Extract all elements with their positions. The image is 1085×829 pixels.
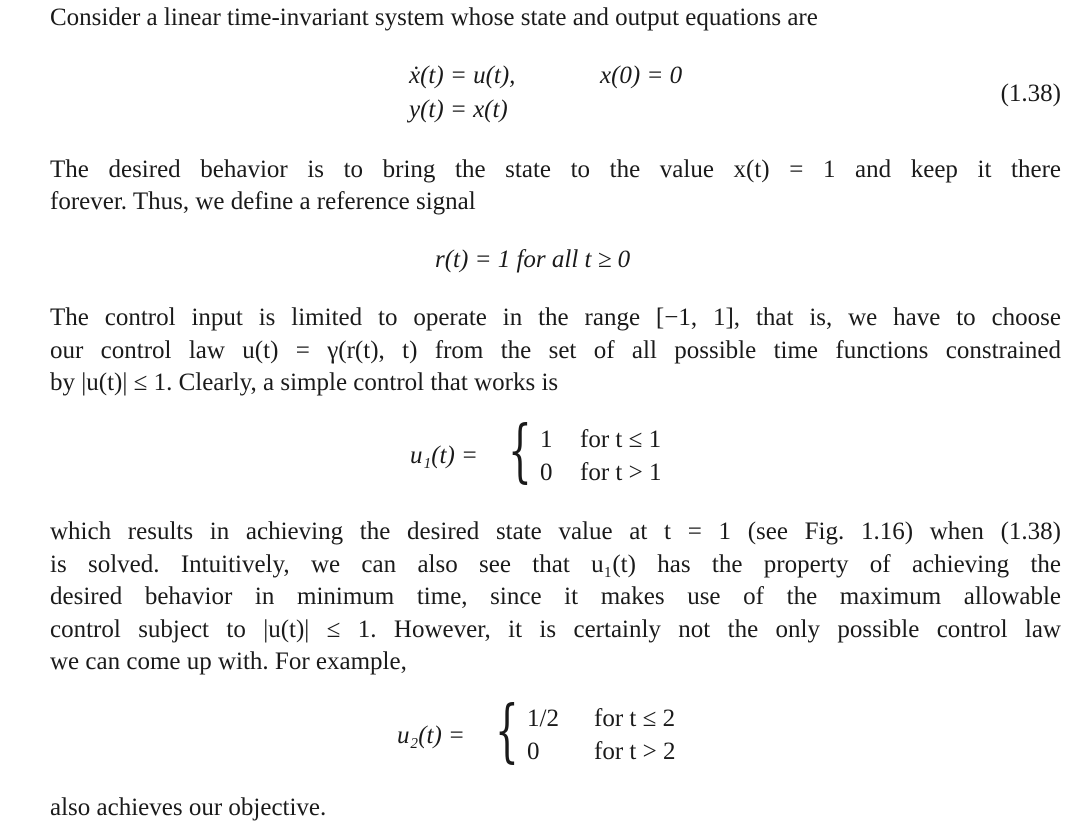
reference-signal-equation: r(t) = 1 for all t ≥ 0 [435,246,631,273]
u2-case1-value: 1/2 [527,705,559,732]
paragraph-control-line3: by |u(t)| ≤ 1. Clearly, a simple control that works is [50,369,559,396]
paragraph-result-line1: which results in achieving the desired state value at t = 1 (see Fig. 1.16) when (1.38) [50,518,1061,545]
u2-case2-condition: for t > 2 [594,738,676,765]
initial-condition: x(0) = 0 [600,62,683,89]
u2-lhs: u₂(t) = [397,722,465,749]
paragraph-result-line4: control subject to |u(t)| ≤ 1. However, it is certainly not the only possible control law [50,616,1061,643]
paragraph-result-line5: we can come up with. For example, [50,648,407,675]
paragraph-control-line1: The control input is limited to operate in the range [−1, 1], that is, we have to choose [50,304,1061,331]
equation-number: (1.38) [1000,80,1061,107]
u1-lhs: u₁(t) = [410,442,478,469]
paragraph-desired-line1: The desired behavior is to bring the state to the value x(t) = 1 and keep it there [50,156,1061,183]
paragraph-result-line3: desired behavior in minimum time, since it makes use of the maximum allowable [50,583,1061,610]
paragraph-conclusion: also achieves our objective. [50,794,327,821]
paragraph-control-line2: our control law u(t) = γ(r(t), t) from the set of all possible time functions constrained [50,337,1061,364]
u2-case1-condition: for t ≤ 2 [594,705,676,732]
u1-case2-condition: for t > 1 [580,459,662,486]
u1-case1-condition: for t ≤ 1 [580,426,662,453]
state-equation: ẋ(t) = u(t), [409,62,516,89]
left-brace-icon: { [508,412,532,491]
u2-case2-value: 0 [527,738,540,765]
u1-case2-value: 0 [540,459,553,486]
left-brace-icon: { [495,692,519,771]
paragraph-intro: Consider a linear time-invariant system whose state and output equations are [50,4,818,31]
u1-case1-value: 1 [540,426,553,453]
paragraph-desired-line2: forever. Thus, we define a reference signal [50,188,476,215]
output-equation: y(t) = x(t) [409,96,508,123]
paragraph-result-line2: is solved. Intuitively, we can also see that u₁(t) has the property of achieving the [50,551,1061,578]
